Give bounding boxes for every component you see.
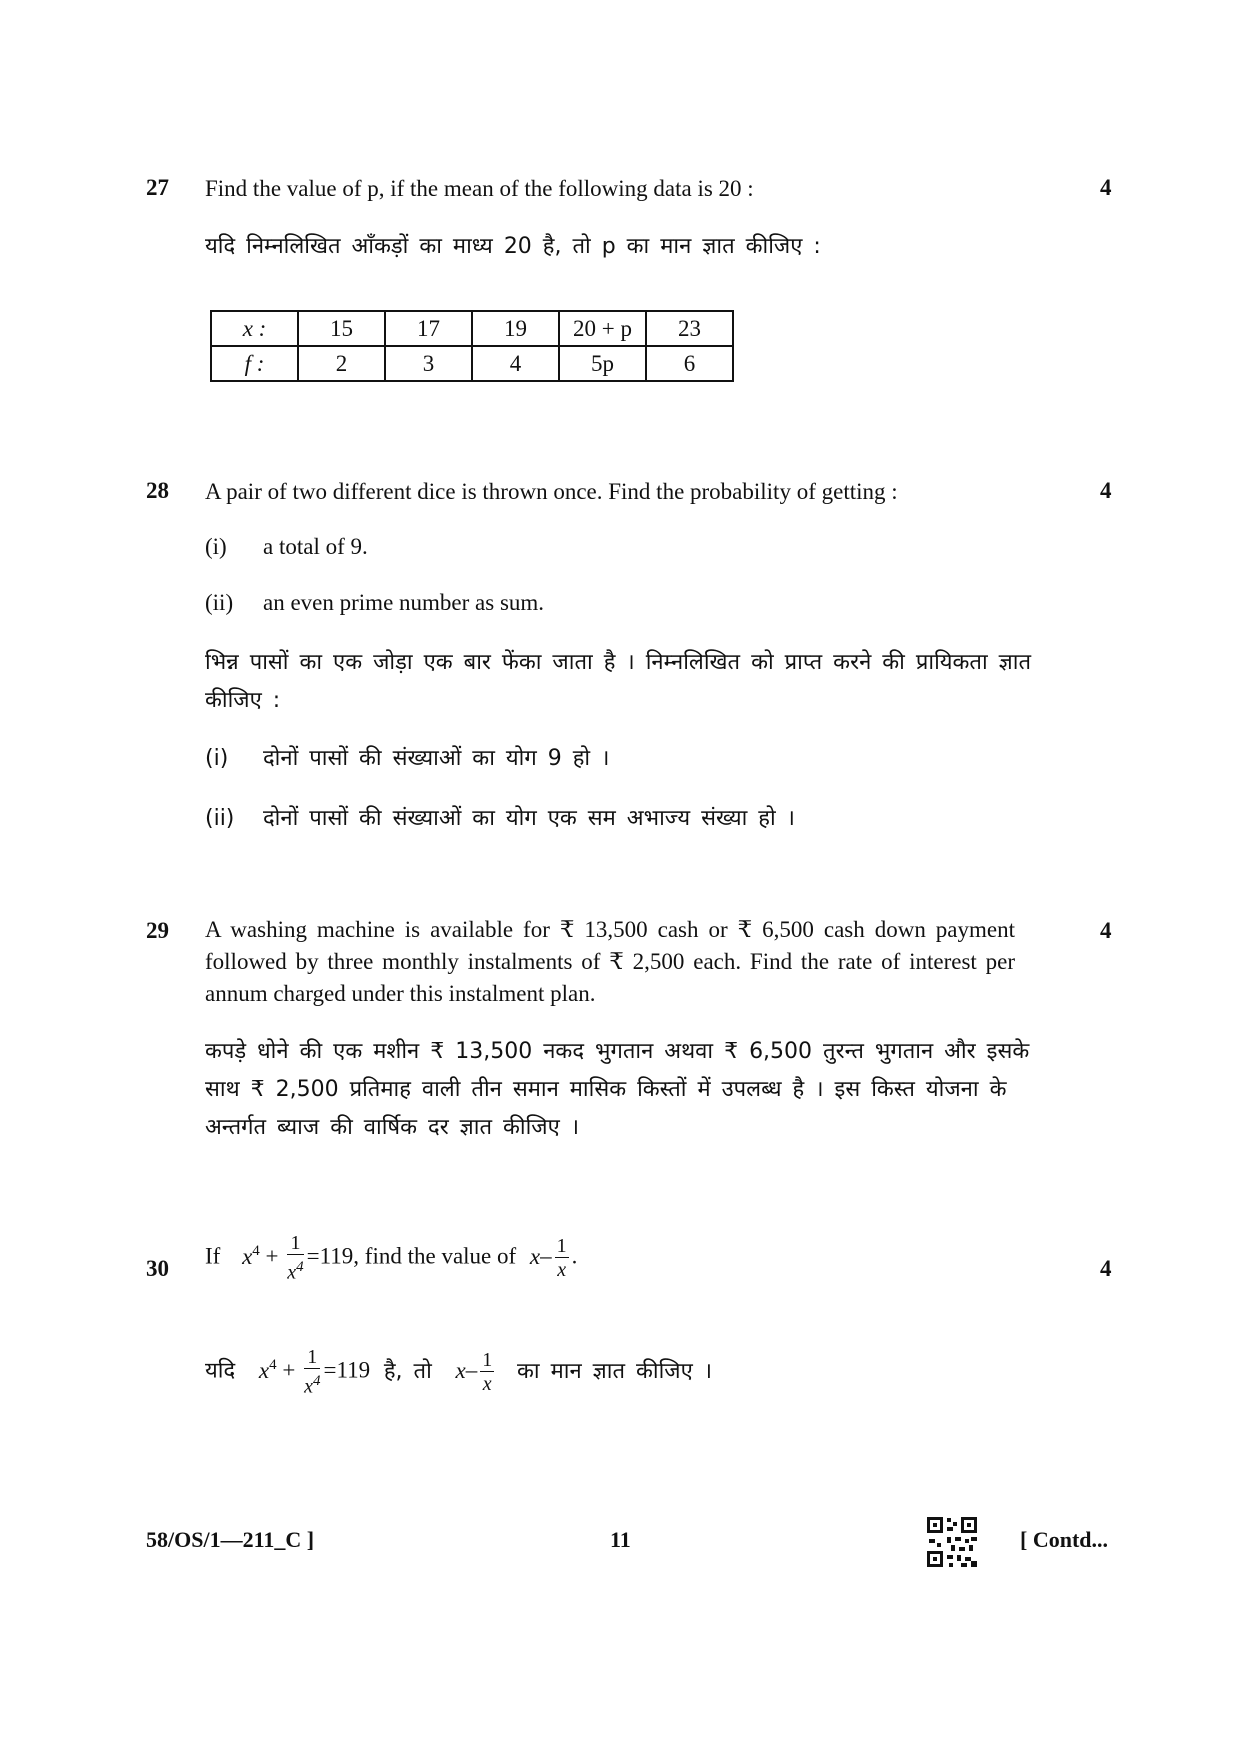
table-row-f [211, 346, 733, 381]
fraction-denominator: x [482, 1372, 492, 1395]
fraction-one-over-x [480, 1349, 494, 1396]
question-number-27: 27 [146, 175, 169, 200]
q28-hindi-part-i [205, 740, 609, 778]
table-row-x [211, 311, 733, 346]
question-number-29: 29 [146, 918, 169, 943]
continued-label: [ Contd... [1020, 1527, 1109, 1552]
var-x: x [258, 1357, 270, 1383]
f-value-cell: 2 [298, 346, 385, 381]
q27-hindi-text: यदि निम्नलिखित आँकड़ों का माध्य 20 है, तो p का मान ज्ञात कीजिए : [205, 234, 821, 259]
fraction-denominator: $x^4$ [304, 1373, 321, 1398]
x-value-cell: 17 [385, 311, 472, 346]
part-text: an even prime number as sum. [263, 590, 545, 615]
fraction-denominator: $x^4$ [287, 1259, 304, 1284]
fraction-one-over-x4 [304, 1346, 320, 1399]
q30-hindi-equation-line: यदि $x^4$ + $\frac{1}{x^4}$ =119 है, तो x– $\frac{1}{x}$ का मान ज्ञात कीजिए । [205, 1346, 713, 1398]
q29-marks: 4 [1100, 918, 1112, 943]
q27-english-text: Find the value of p, if the mean of the following data is 20 : [205, 176, 754, 201]
part-label: (i) [205, 746, 229, 771]
q30-mid-text: , find the value of [353, 1243, 517, 1269]
f-label-cell: f : [211, 346, 298, 381]
qr-code-icon [925, 1515, 979, 1569]
equation-rhs: =119 [306, 1243, 354, 1269]
fraction-one-over-x [555, 1235, 569, 1282]
q28-hindi-part-ii [205, 800, 795, 838]
q28-marks: 4 [1100, 478, 1112, 503]
q30-hindi-mid: है, तो [383, 1358, 432, 1384]
f-value-cell: 3 [385, 346, 472, 381]
page-number: 11 [610, 1527, 631, 1552]
part-text: दोनों पासों की संख्याओं का योग 9 हो । [263, 746, 610, 771]
f-value-cell: 6 [646, 346, 733, 381]
part-label: (ii) [205, 590, 234, 615]
x-value-cell: 23 [646, 311, 733, 346]
var-x: x [529, 1243, 541, 1269]
q30-hindi-if: यदि [205, 1358, 236, 1384]
q28-hindi-text: भिन्न पासों का एक जोड़ा एक बार फेंका जाता है । निम्नलिखित को प्राप्त करने की प्रायिकता ज्ञात कीजिए : [205, 650, 1032, 713]
q30-if-label: If [205, 1243, 221, 1269]
part-label: (i) [205, 534, 227, 559]
part-text: a total of 9. [263, 534, 368, 559]
question-number-28: 28 [146, 478, 169, 503]
fraction-numerator: 1 [287, 1232, 303, 1255]
equation-rhs: =119 [323, 1357, 371, 1383]
q30-hindi-end: का मान ज्ञात कीजिए । [517, 1358, 713, 1384]
q30-marks: 4 [1100, 1256, 1112, 1281]
exponent: 4 [252, 1242, 260, 1259]
q28-english-part-i [205, 531, 368, 563]
fraction-numerator: 1 [556, 1234, 567, 1257]
q28-english-part-ii [205, 587, 544, 619]
fraction-numerator: 1 [482, 1348, 493, 1371]
paper-code: 58/OS/1—211_C ] [146, 1527, 315, 1552]
var-x: x [242, 1243, 253, 1269]
q29-english-text: A washing machine is available for ₹ 13,500 cash or ₹ 6,500 cash down payment followed by three monthly instalments of ₹ 2,500 each. Find the rate of interest per annum charged under this instalment plan. [205, 917, 1015, 1006]
f-value-cell: 4 [472, 346, 559, 381]
q29-hindi-text: कपड़े धोने की एक मशीन ₹ 13,500 नकद भुगतान अथवा ₹ 6,500 तुरन्त भुगतान और इसके साथ ₹ 2,500 प्रतिमाह वाली तीन समान मासिक किस्तों में उपलब्ध है । इस किस्त योजना के अन्तर्गत ब्याज की वार्षिक दर ज्ञात कीजिए । [205, 1039, 1030, 1140]
part-label: (ii) [205, 806, 235, 831]
x-label-cell: x : [211, 311, 298, 346]
fraction-denominator: x [557, 1258, 567, 1281]
exponent: 4 [269, 1356, 277, 1373]
q28-english-text: A pair of two different dice is thrown once. Find the probability of getting : [205, 479, 898, 504]
q27-data-table [210, 310, 734, 382]
x-value-cell: 19 [472, 311, 559, 346]
q27-marks: 4 [1100, 175, 1112, 200]
f-value-cell: 5p [559, 346, 646, 381]
q30-english-equation-line: If $x^4$ + $\frac{1}{x^4}$ =119, find the value of x– $\frac{1}{x}$ . [205, 1232, 578, 1284]
part-text: दोनों पासों की संख्याओं का योग एक सम अभाज्य संख्या हो । [263, 806, 796, 831]
question-number-30: 30 [146, 1256, 169, 1281]
fraction-numerator: 1 [304, 1346, 320, 1369]
x-value-cell: 20 + p [559, 311, 646, 346]
x-value-cell: 15 [298, 311, 385, 346]
var-x: x [455, 1357, 466, 1383]
fraction-one-over-x4 [287, 1232, 303, 1285]
